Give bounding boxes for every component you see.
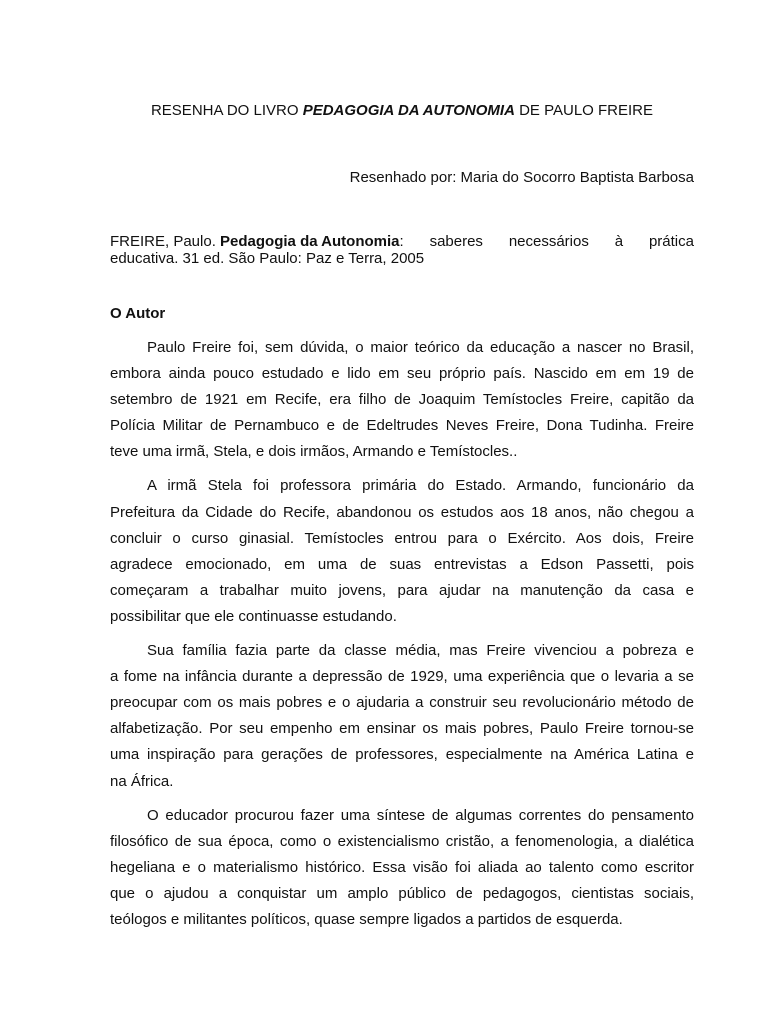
paragraph xyxy=(110,335,694,465)
reference-word: prática xyxy=(648,233,694,250)
reference-line-2: educativa. 31 ed. São Paulo: Paz e Terra, 2005 xyxy=(110,250,425,267)
reference-word: : xyxy=(399,233,404,250)
reference-word: à xyxy=(614,233,624,250)
paragraph-line: uma inspiração para gerações de professores, especialmente na América Latina e xyxy=(110,746,694,764)
reference-word: necessários xyxy=(508,233,589,250)
paragraph-line: agradece emocionado, em uma de suas entrevistas a Edson Passetti, pois xyxy=(110,555,694,573)
paragraph-line: possibilitar que ele continuasse estudando. xyxy=(110,607,397,625)
paragraph-line: que o ajudou a conquistar um amplo público de pedagogos, cientistas sociais, xyxy=(110,884,694,902)
paragraph-line: hegeliana e o materialismo histórico. Essa visão foi aliada ao talento como escritor xyxy=(110,858,694,876)
paragraph-line: Prefeitura da Cidade do Recife, abandonou os estudos aos 18 anos, não chegou a xyxy=(110,503,694,521)
paragraph-line: na África. xyxy=(110,772,174,790)
paragraph-line: filosófico de sua época, como o existencialismo cristão, a fenomenologia, a dialética xyxy=(110,832,694,850)
section-heading: O Autor xyxy=(110,305,166,322)
paragraph-line: setembro de 1921 em Recife, era filho de Joaquim Temístocles Freire, capitão da xyxy=(110,391,694,409)
paragraph-line: a fome na infância durante a depressão de 1929, uma experiência que o levaria a se xyxy=(110,668,694,686)
reference-book-title: Pedagogia da Autonomia xyxy=(220,233,400,250)
reference-author-title xyxy=(110,233,404,250)
paragraph-line: O educador procurou fazer uma síntese de algumas correntes do pensamento xyxy=(147,806,694,824)
paragraph xyxy=(110,473,694,630)
title-prefix: RESENHA DO LIVRO xyxy=(150,102,303,119)
paragraph-line: alfabetização. Por seu empenho em ensinar os mais pobres, Paulo Freire tornou-se xyxy=(110,720,694,738)
paragraph-line: teve uma irmã, Stela, e dois irmãos, Armando e Temístocles.. xyxy=(110,443,518,461)
paragraph-line: Paulo Freire foi, sem dúvida, o maior teórico da educação a nascer no Brasil, xyxy=(147,339,694,356)
paragraph-line: embora ainda pouco estudado e lido em seu próprio país. Nascido em em 19 de xyxy=(110,365,694,383)
document-page xyxy=(110,0,694,1024)
paragraph-line: teólogos e militantes políticos, quase sempre ligados a partidos de esquerda. xyxy=(110,910,623,928)
paragraph-line: Sua família fazia parte da classe média, mas Freire vivenciou a pobreza e xyxy=(147,642,694,660)
reference-word: saberes xyxy=(429,233,483,250)
paragraph xyxy=(110,638,694,795)
paragraph-line: A irmã Stela foi professora primária do Estado. Armando, funcionário da xyxy=(147,477,694,495)
paragraph xyxy=(110,803,694,933)
title-suffix: DE PAULO FREIRE xyxy=(514,102,654,119)
bibliographic-reference xyxy=(110,233,694,267)
paragraph-line: Polícia Militar de Pernambuco e de Edeltrudes Neves Freire, Dona Tudinha. Freire xyxy=(110,417,694,435)
document-title xyxy=(110,101,694,121)
reference-line-1 xyxy=(110,233,694,250)
paragraph-line: preocupar com os mais pobres e o ajudaria a construir seu revolucionário método de xyxy=(110,694,694,712)
paragraph-line: começaram a trabalhar muito jovens, para ajudar na manutenção da casa e xyxy=(110,581,694,599)
paragraph-line: concluir o curso ginasial. Temístocles entrou para o Exército. Aos dois, Freire xyxy=(110,529,694,547)
reviewer-credit: Resenhado por: Maria do Socorro Baptista Barbosa xyxy=(349,169,694,186)
title-book-name: PEDAGOGIA DA AUTONOMIA xyxy=(302,102,515,119)
reference-author: FREIRE, Paulo. xyxy=(110,233,216,250)
body-text xyxy=(110,335,694,941)
